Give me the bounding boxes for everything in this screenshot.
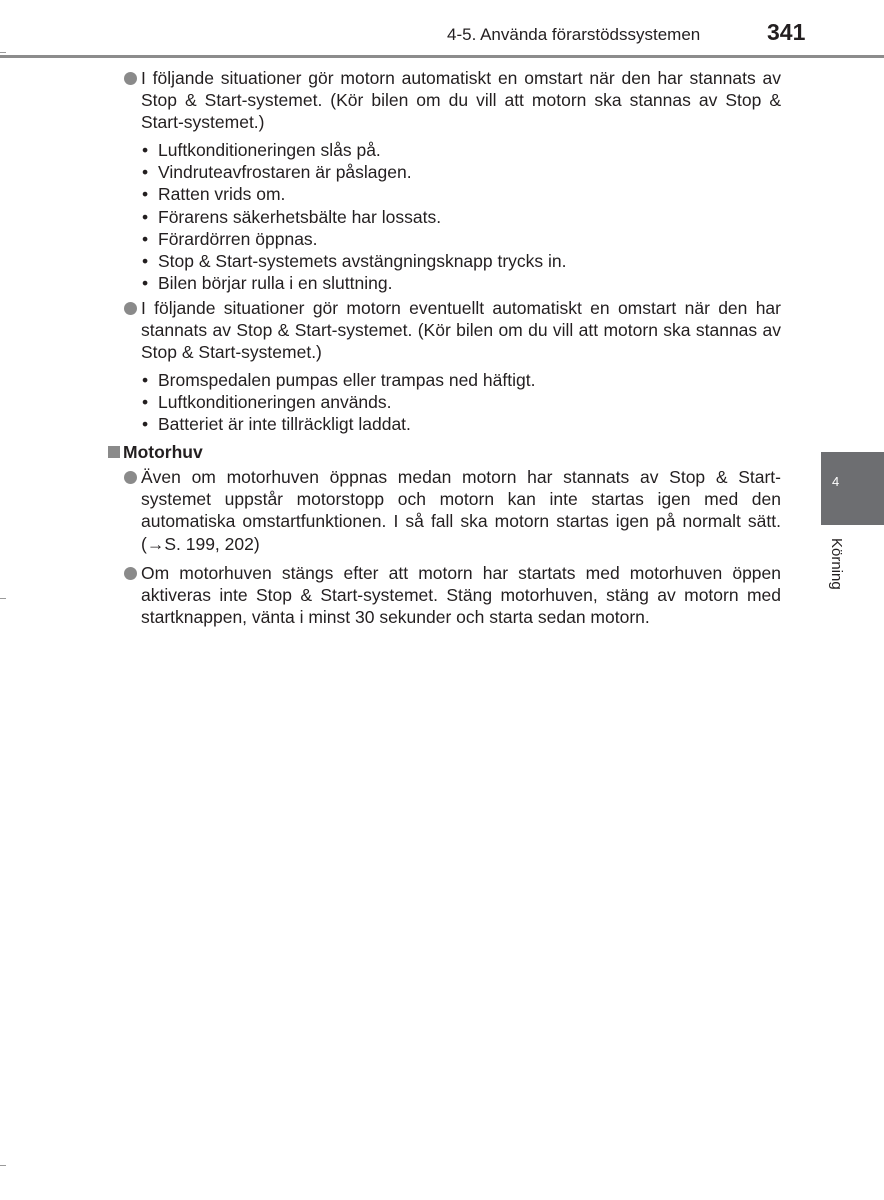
chapter-number: 4 — [832, 474, 840, 489]
bullet-icon: • — [142, 370, 149, 390]
paragraph-hood-closed: Om motorhuven stängs efter att motorn har startats med motorhuven öppen aktiveras inte Stop & Start-systemet. Stäng motorhuven, stäng av motorn med startknappen, vänta i minst 30 sekunder och starta sedan motorn. — [141, 563, 781, 628]
list-item: • Bromspedalen pumpas eller trampas ned häftigt. — [142, 370, 536, 390]
square-bullet-icon — [108, 446, 120, 458]
chapter-label: Körning — [828, 538, 845, 590]
list-item: • Luftkonditioneringen används. — [142, 392, 392, 413]
section-heading-motorhuv: Motorhuv — [108, 441, 203, 463]
list-item: • Luftkonditioneringen slås på. — [142, 140, 381, 160]
list-item: • Vindruteavfrostaren är påslagen. — [142, 162, 412, 183]
paragraph-hood-open: Även om motorhuven öppnas medan motorn har stannats av Stop & Start-systemet uppstår motorstopp och motorn kan inte startas igen med den automatiska omstartfunktionen. I så fall ska motorn startas igen på normalt sätt. (→S. 199, 202) — [141, 467, 781, 554]
page-number: 341 — [767, 19, 806, 45]
list-auto-restart-conditions — [141, 139, 781, 294]
list-item: • Batteriet är inte tillräckligt laddat. — [142, 414, 411, 435]
circle-bullet-icon — [124, 567, 137, 580]
crop-mark — [0, 52, 6, 53]
bullet-icon: • — [142, 206, 149, 227]
list-possible-restart-conditions — [141, 369, 781, 436]
bullet-icon: • — [142, 228, 149, 249]
paragraph-possible-restart: I följande situationer gör motorn eventuellt automatiskt en omstart när den har stannats av Stop & Start-systemet. (Kör bilen om du vill att motorn ska stannas av Stop & Start-systemet.) — [141, 298, 781, 363]
bullet-icon: • — [142, 273, 149, 294]
bullet-icon: • — [142, 140, 149, 160]
list-item: • Stop & Start-systemets avstängningsknapp trycks in. — [142, 250, 567, 271]
list-item: • Ratten vrids om. — [142, 184, 286, 205]
bullet-icon: • — [142, 162, 149, 183]
bullet-icon: • — [142, 184, 149, 205]
circle-bullet-icon — [124, 72, 137, 85]
crop-mark — [0, 1165, 6, 1166]
list-item: • Bilen börjar rulla i en sluttning. — [142, 273, 393, 294]
header-rule — [0, 55, 884, 58]
section-title: 4-5. Använda förarstödssystemen — [447, 25, 701, 44]
bullet-icon: • — [142, 414, 149, 435]
chapter-tab — [821, 452, 884, 525]
circle-bullet-icon — [124, 302, 137, 315]
list-item: • Förardörren öppnas. — [142, 228, 318, 249]
circle-bullet-icon — [124, 471, 137, 484]
bullet-icon: • — [142, 392, 149, 413]
paragraph-auto-restart: I följande situationer gör motorn automatiskt en omstart när den har stannats av Stop & Start-systemet. (Kör bilen om du vill att motorn ska stannas av Stop & Start-systemet.) — [141, 68, 781, 133]
page-header — [0, 0, 884, 60]
bullet-icon: • — [142, 250, 149, 271]
list-item: • Förarens säkerhetsbälte har lossats. — [142, 206, 442, 227]
crop-mark — [0, 598, 6, 599]
